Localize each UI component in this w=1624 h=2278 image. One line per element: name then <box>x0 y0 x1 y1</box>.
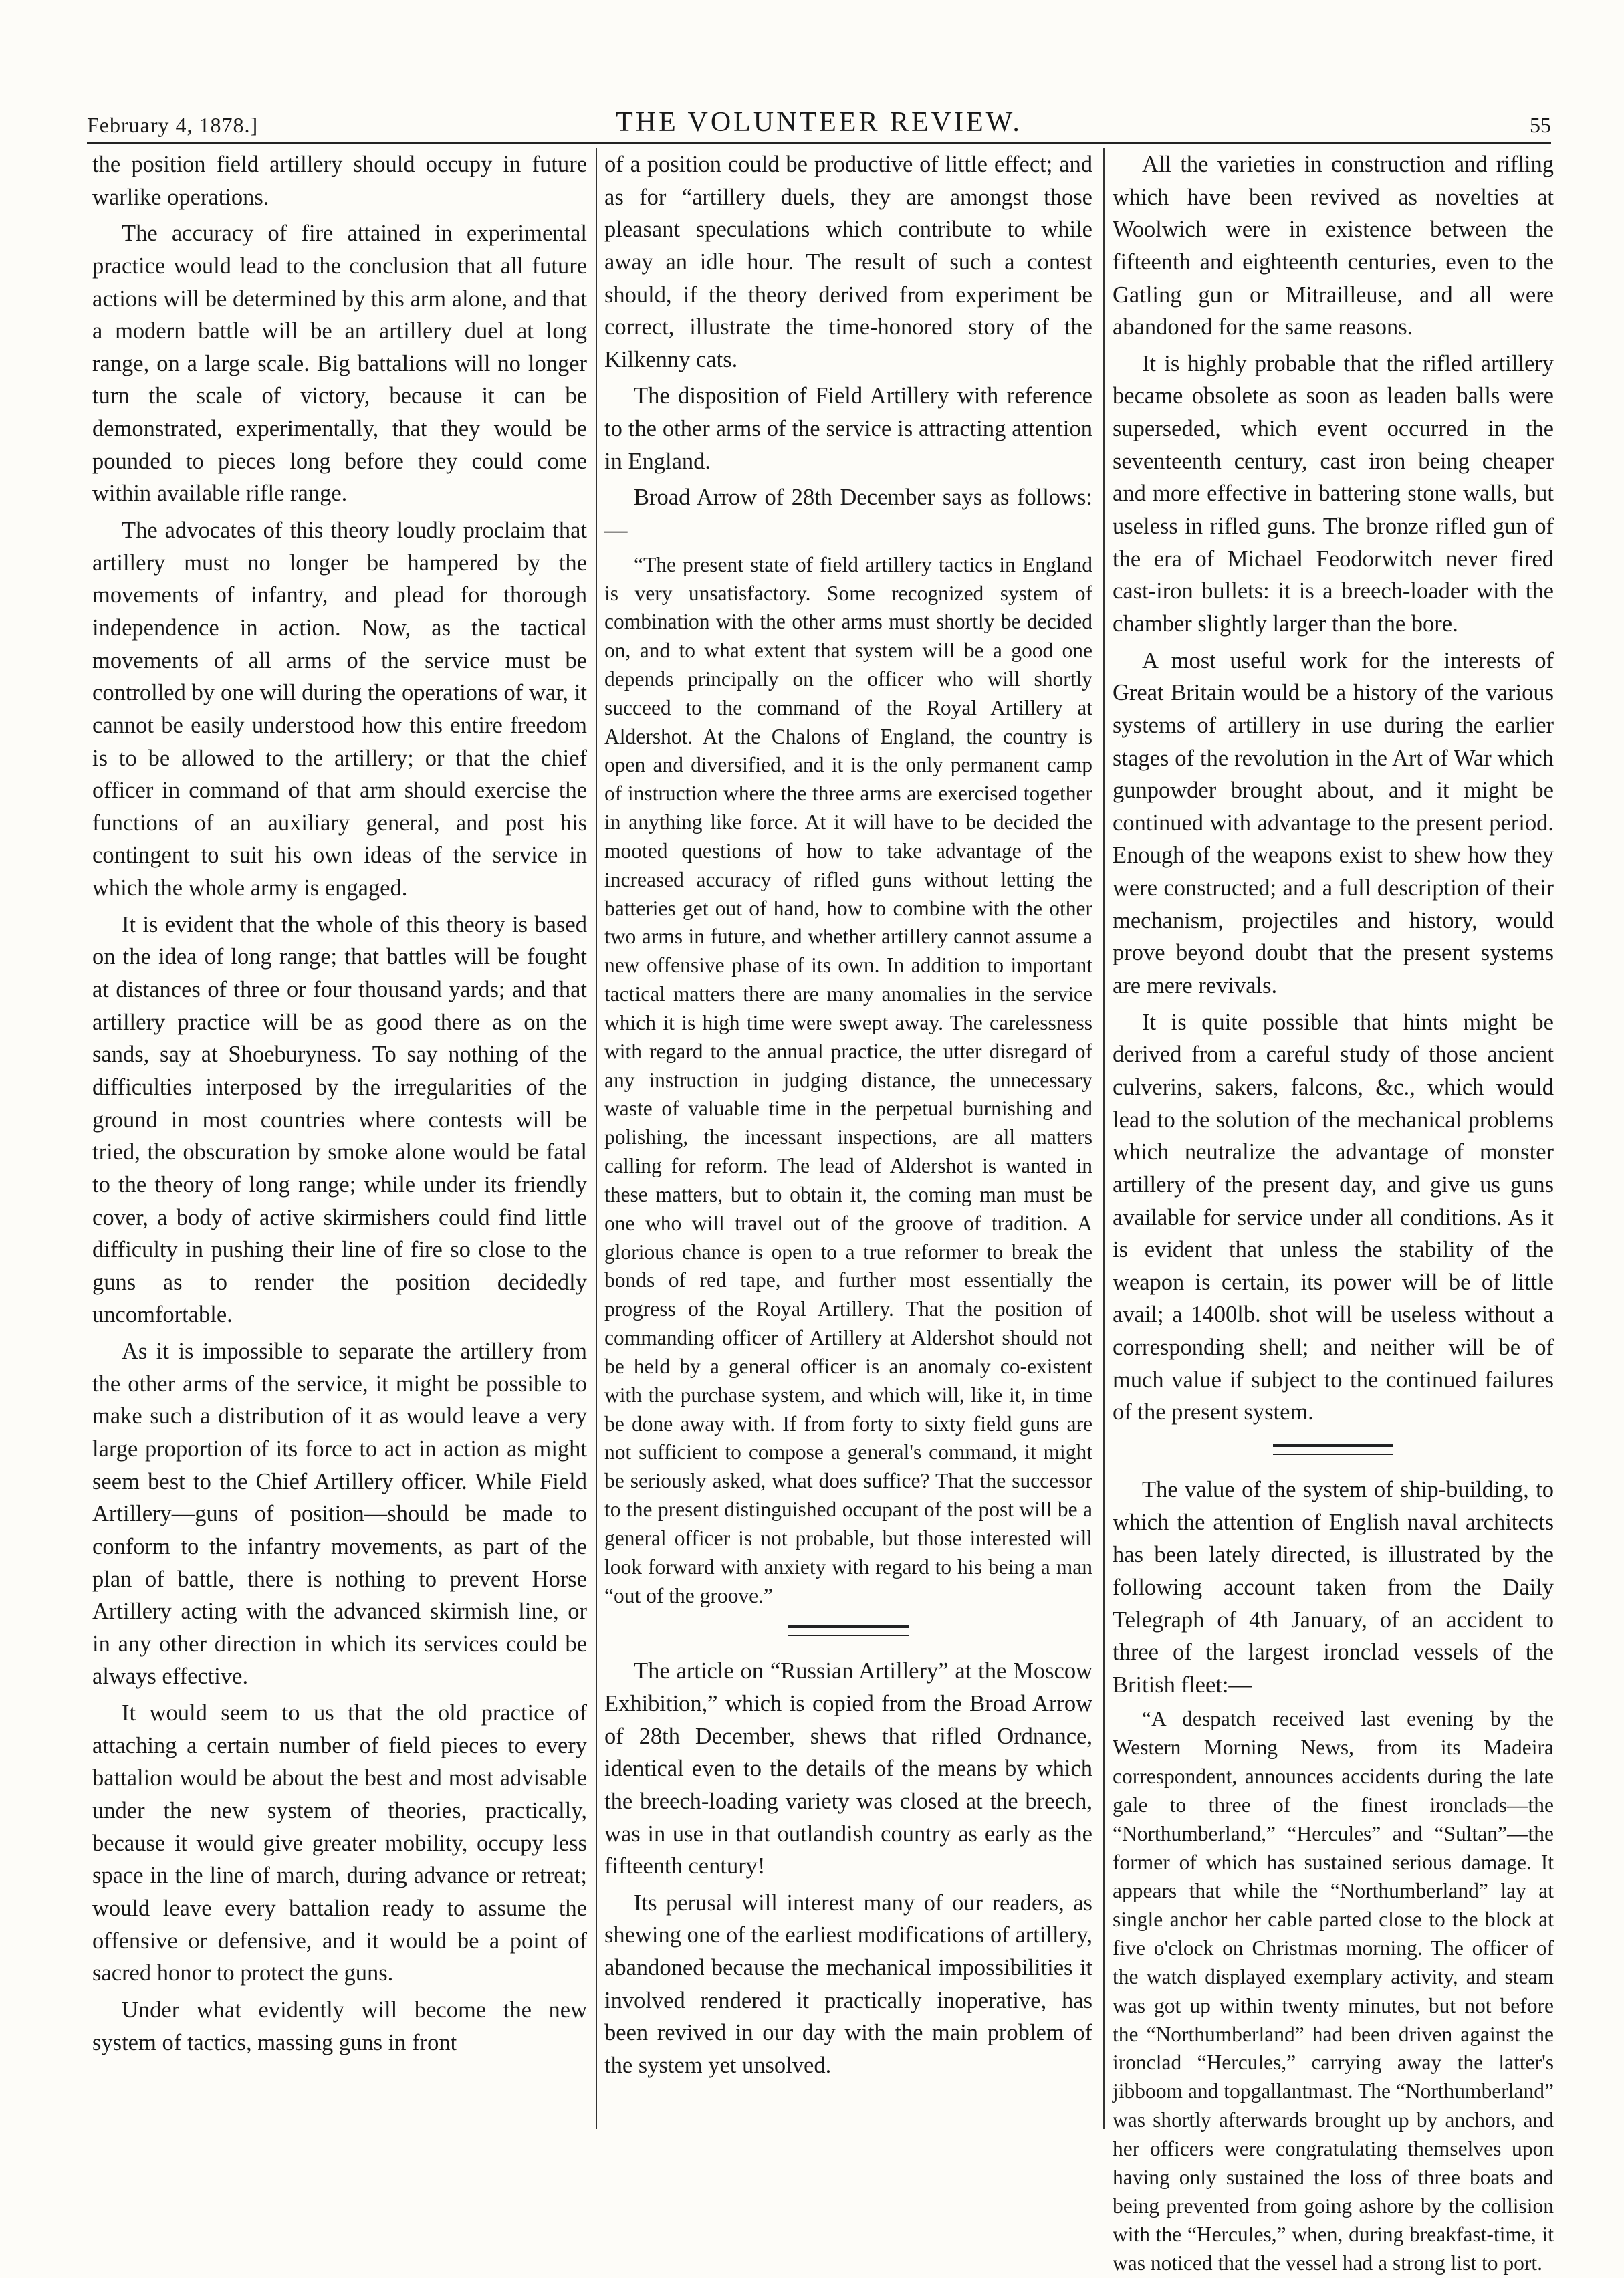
paragraph: Under what evidently will become the new system of tactics, massing guns in front <box>92 1997 587 2055</box>
header-rule <box>87 142 1551 144</box>
paragraph: The disposition of Field Artillery with reference to the other arms of the service is attracting attention in England. <box>604 383 1092 474</box>
publication-title: THE VOLUNTEER REVIEW. <box>616 107 1022 138</box>
column-rule <box>596 148 597 2129</box>
column-two <box>604 148 1092 2129</box>
paragraph: It would seem to us that the old practice of attaching a certain number of field pieces to every battalion would be about the best and most advisable under the new system of theories, practically, because it would give greater mobility, occupy less space in the line of march, during advance or retreat; would leave every battalion ready to assume the offensive or defensive, and it would be a point of sacred honor to protect the guns. <box>92 1700 587 1986</box>
quoted-extract: “The present state of field artillery tactics in England is very unsatisfactory. Some recognized system of combination with the other arms must shortly be decided on, and to what extent that system will be a good one depends principally on the officer who will shortly succeed to the command of the Royal Artillery at Aldershot. At the Chalons of England, the country is open and diversified, and it is the only permanent camp of instruction where the three arms are exercised together in anything like force. At it will have to be decided the mooted questions of how to take advantage of the increased accuracy of rifled guns without letting the batteries get out of hand, how to combine with the other two arms in future, and whether artillery cannot assume a new offensive phase of its own. In addition to important tactical matters there are many anomalies in the service which it is high time were swept away. The carelessness with regard to the annual practice, the utter disregard of any instruction in judging distance, the unnecessary waste of valuable time in the perpetual burnishing and polishing, the incessant inspections, are all matters calling for reform. The lead of Aldershot is wanted in these matters, but to obtain it, the coming man must be one who will travel out of the groove of tradition. A glorious chance is open to a true reformer to break the bonds of red tape, and further most essentially the progress of the Royal Artillery. That the position of commanding officer of Artillery at Aldershot should not be held by a general officer is an anomaly co-existent with the purchase system, and which will, like it, in time be done away with. If from forty to sixty field guns are not sufficient to compose a general's command, it might be seriously asked, what does suffice? That the successor to the present distinguished occupant of the post will be a general officer is not probable, but those interested will look forward with anxiety with regard to his being a man “out of the groove.” <box>604 552 1092 1607</box>
paragraph: Its perusal will interest many of our readers, as shewing one of the earliest modifications of artillery, abandoned because the mechanical impossibilities it involved rendered it practically inoperative, has been revived in our day with the main problem of the system yet unsolved. <box>604 1890 1092 2079</box>
paragraph: It is highly probable that the rifled artillery became obsolete as soon as leaden balls were superseded, which event occurred in the seventeenth century, cast iron being cheaper and more effective in battering stone walls, but useless in rifled guns. The bronze rifled gun of the era of Michael Feodorwitch never fired cast-iron bullets: it is a breech-loader with the chamber slightly larger than the bore. <box>1113 350 1554 637</box>
page-header <box>87 104 1551 144</box>
paragraph: the position field artillery should occupy in future warlike operations. <box>92 152 587 210</box>
column-one <box>92 148 587 2129</box>
paragraph: All the varieties in construction and rifling which have been revived as novelties at Woolwich were in existence between the fifteenth and eighteenth centuries, even to the Gatling gun or Mitrailleuse, and all were abandoned for the same reasons. <box>1113 152 1554 340</box>
paragraph: Broad Arrow of 28th December says as follows:— <box>604 485 1092 544</box>
paragraph: The value of the system of ship-building, to which the attention of English naval architects has been lately directed, is illustrated by the following account taken from the Daily Telegraph of 4th January, of an accident to three of the largest ironclad vessels of the British fleet:— <box>1113 1476 1554 1698</box>
paragraph: The article on “Russian Artillery” at the Moscow Exhibition,” which is copied from the Broad Arrow of 28th December, shews that rifled Ordnance, identical even to the details of the means by which the breech-loading variety was closed at the breech, was in use in that outlandish country as early as the fifteenth century! <box>604 1658 1092 1880</box>
paragraph: As it is impossible to separate the artillery from the other arms of the service, it might be possible to make such a distribution of it as would leave a very large proportion of its force to act in action as might seem best to the Chief Artillery officer. While Field Artillery—guns of position—should be made to conform to the infantry movements, as part of the plan of battle, there is nothing to prevent Horse Artillery acting with the advanced skirmish line, or in any other direction in which its services could be always effective. <box>92 1339 587 1690</box>
section-divider <box>788 1625 909 1636</box>
paragraph: The accuracy of fire attained in experimental practice would lead to the conclusion that all future actions will be determined by this arm alone, and that a modern battle will be an artillery duel at long range, on a large scale. Big battalions will no longer turn the scale of victory, because it can be demonstrated, experimentally, that they would be pounded to pieces long before they could come within available rifle range. <box>92 221 587 507</box>
column-rule <box>1103 148 1105 2129</box>
paragraph: It is quite possible that hints might be derived from a careful study of those ancient culverins, sakers, falcons, &c., which would lead to the solution of the mechanical problems which neutralize the advantage of monster artillery of the present day, and give us guns available for service under all conditions. As it is evident that unless the stability of the weapon is certain, its power will be of little avail; a 1400lb. shot will be useless without a corresponding shell; and neither will be of much value if subject to the continued failures of the present system. <box>1113 1009 1554 1426</box>
issue-date: February 4, 1878.] <box>87 113 259 137</box>
paragraph: It is evident that the whole of this theory is based on the idea of long range; that battles will be fought at distances of three or four thousand yards; and that artillery practice will be as good there as on the sands, say at Shoeburyness. To say nothing of the difficulties interposed by the irregularities of the ground in most countries where contests will be tried, the obscuration by smoke alone would be fatal to the theory of long range; while under its friendly cover, a body of active skirmishers could find little difficulty in pushing their line of fire so close to the guns as to render the position decidedly uncomfortable. <box>92 911 587 1328</box>
column-three <box>1113 148 1554 2275</box>
paragraph: A most useful work for the interests of Great Britain would be a history of the various systems of artillery in use during the earlier stages of the revolution in the Art of War which gunpowder brought about, and it might be continued with advantage to the present period. Enough of the weapons exist to shew how they were constructed; and a full description of their mechanism, projectiles and history, would prove beyond doubt that the present systems are mere revivals. <box>1113 647 1554 999</box>
paragraph: of a position could be productive of little effect; and as for “artillery duels, they are amongst those pleasant speculations which contribute to while away an idle hour. The result of such a contest should, if the theory derived from experiment be correct, illustrate the time-honored story of the Kilkenny cats. <box>604 152 1092 372</box>
page-number: 55 <box>1530 113 1551 137</box>
section-divider <box>1273 1444 1393 1455</box>
quoted-extract: “A despatch received last evening by the Western Morning News, from its Madeira correspondent, announces accidents during the late gale to three of the finest ironclads—the “Northumberland,” “Hercules” and “Sultan”—the former of which has sustained serious damage. It appears that while the “Northumberland” lay at single anchor her cable parted close to the block at five o'clock on Christmas morning. The officer of the watch displayed exemplary activity, and steam was got up within twenty minutes, but not before the “Northumberland” had been driven against the ironclad “Hercules,” carrying away the latter's jibboom and topgallantmast. The “Northumberland” was shortly afterwards brought up by anchors, and her officers were congratulating themselves upon having only sustained the loss of three boats and being prevented from going ashore by the collision with the “Hercules,” when, during breakfast-time, it was noticed that the vessel had a strong list to port. <box>1113 1707 1554 2275</box>
paragraph: The advocates of this theory loudly proclaim that artillery must no longer be hampered by the movements of infantry, and plead for thorough independence in action. Now, as the tactical movements of all arms of the service must be controlled by one will during the operations of war, it cannot be easily understood how this entire freedom is to be allowed to the artillery; or that the chief officer in command of that arm should exercise the functions of an auxiliary general, and post his contingent to suit his own ideas of the service in which the whole army is engaged. <box>92 518 587 901</box>
